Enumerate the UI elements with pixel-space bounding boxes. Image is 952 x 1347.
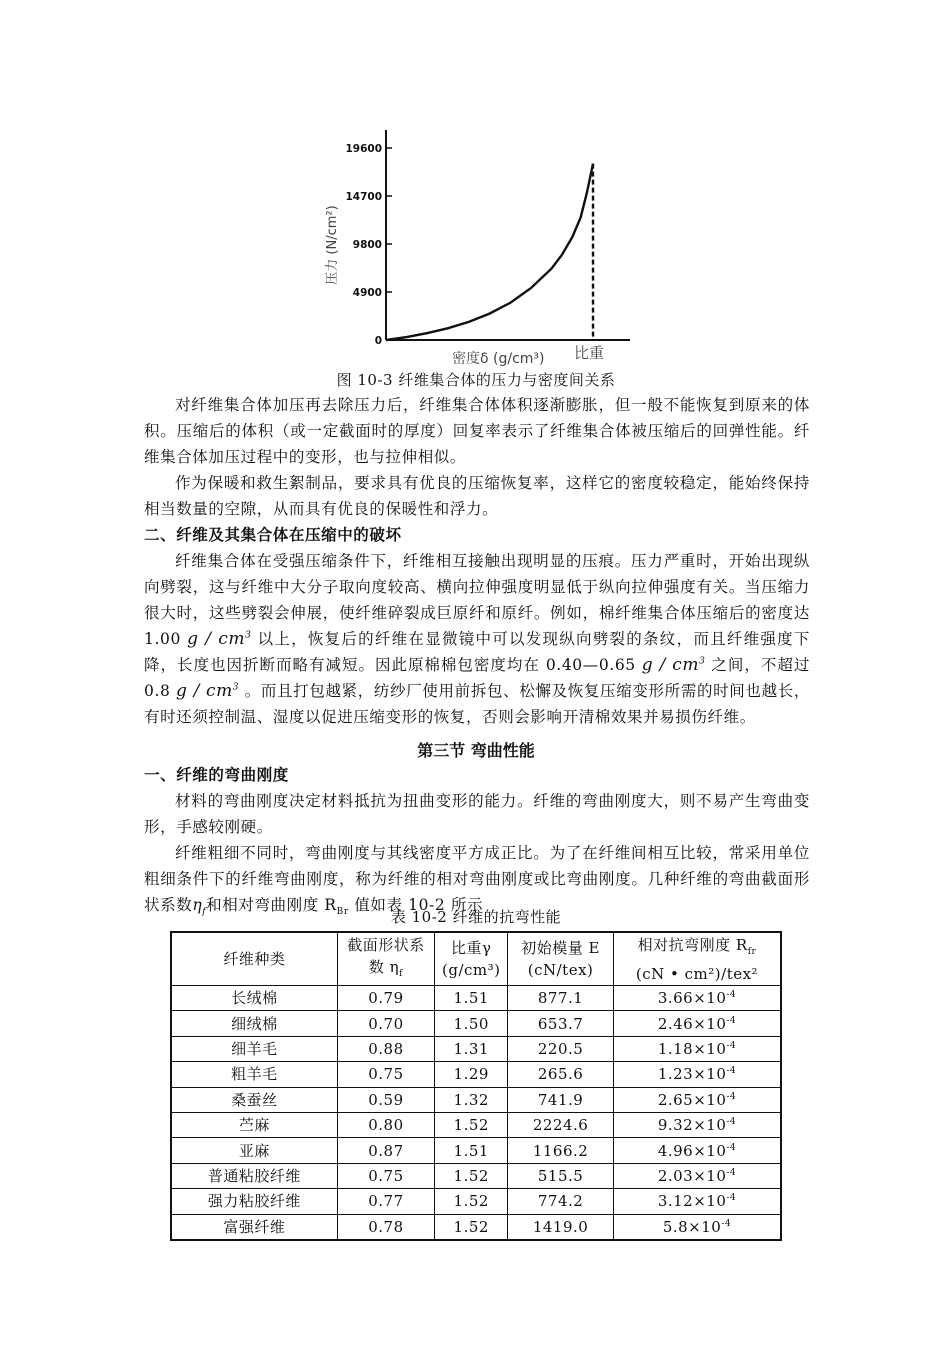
section-title: 第三节 弯曲性能 (417, 741, 535, 760)
y-tick-label: 0 (374, 335, 382, 347)
paragraph-text: 值如表 10-2 所示 (348, 896, 484, 914)
cell-relative-rigidity (613, 1189, 781, 1214)
cell-fiber-type: 长绒棉 (171, 986, 337, 1011)
eta-symbol: η (192, 896, 203, 914)
figure-caption: 图 10-3 纤维集合体的压力与密度间关系 (336, 371, 616, 389)
cell-shape-factor: 0.78 (337, 1214, 435, 1240)
cell-shape-factor: 0.59 (337, 1087, 435, 1112)
table-row (171, 1062, 781, 1087)
rigidity-exponent: -4 (721, 1218, 732, 1229)
cell-specific-gravity: 1.52 (435, 1189, 508, 1214)
cell-fiber-type: 亚麻 (171, 1138, 337, 1163)
header-text: 初始模量 E (521, 939, 600, 957)
rigidity-value: 2.65×10 (657, 1090, 727, 1109)
rigidity-value: 5.8×10 (662, 1217, 722, 1236)
cell-relative-rigidity (613, 1036, 781, 1061)
cell-fiber-type: 桑蚕丝 (171, 1087, 337, 1112)
table-row (171, 1087, 781, 1112)
header-specific-gravity (435, 932, 508, 986)
paragraph-text: 。而且打包越紧，纺纱厂使用前拆包、松懈及恢复压缩变形所需的时间也越长，有时还须控制温、湿度以促进压缩变形的恢复，否则会影响开清棉效果并易损伤纤维。 (144, 682, 810, 726)
table-row (171, 1138, 781, 1163)
table-row (171, 986, 781, 1011)
cell-fiber-type: 粗羊毛 (171, 1062, 337, 1087)
rigidity-value: 9.32×10 (657, 1116, 727, 1135)
eta-subscript: f (202, 907, 207, 918)
cell-initial-modulus: 265.6 (508, 1062, 614, 1087)
rigidity-value: 3.12×10 (657, 1192, 727, 1211)
y-axis-label: 压力 (N/cm²) (325, 205, 340, 285)
rigidity-exponent: -4 (726, 1117, 737, 1128)
rigidity-exponent: -4 (726, 1066, 737, 1077)
cell-relative-rigidity (613, 1138, 781, 1163)
table-row (171, 1163, 781, 1188)
section-heading: 二、纤维及其集合体在压缩中的破坏 (144, 526, 402, 544)
paragraph-text: 纤维粗细不同时，弯曲刚度与其线密度平方成正比。为了在纤维间相互比较，常采用单位粗细条件下的纤维弯曲刚度，称为纤维的相对弯曲刚度或比弯曲刚度。几种纤维的弯曲截面形状系数 (144, 844, 810, 914)
rigidity-exponent: -4 (726, 1142, 737, 1153)
paragraph: 材料的弯曲刚度决定材料抵抗为扭曲变形的能力。纤维的弯曲刚度大，则不易产生弯曲变形，手感较刚硬。 (144, 792, 810, 836)
paragraph-text: 和相对弯曲刚度 R (206, 896, 337, 914)
cell-relative-rigidity (613, 1163, 781, 1188)
paragraph: 对纤维集合体加压再去除压力后，纤维集合体体积逐渐膨胀，但一般不能恢复到原来的体积。压缩后的体积（或一定截面时的厚度）回复率表示了纤维集合体被压缩后的回弹性能。纤维集合体加压过程中的变形，也与拉伸相似。 (144, 396, 810, 466)
table-row (171, 1214, 781, 1240)
cell-initial-modulus: 1166.2 (508, 1138, 614, 1163)
header-fiber-type: 纤维种类 (171, 932, 337, 986)
r-subscript: Br (336, 907, 349, 918)
body-text-block-2 (144, 762, 810, 925)
table-row (171, 1036, 781, 1061)
cell-initial-modulus: 741.9 (508, 1087, 614, 1112)
cell-fiber-type: 普通粘胶纤维 (171, 1163, 337, 1188)
y-tick-label: 14700 (345, 191, 382, 203)
rigidity-exponent: -4 (726, 1015, 737, 1026)
cell-relative-rigidity (613, 1112, 781, 1137)
header-shape-factor (337, 932, 435, 986)
cell-relative-rigidity (613, 1011, 781, 1036)
cell-fiber-type: 细羊毛 (171, 1036, 337, 1061)
rigidity-value: 2.03×10 (657, 1166, 727, 1185)
cell-initial-modulus: 653.7 (508, 1011, 614, 1036)
unit-text: g / cm (641, 655, 700, 675)
rigidity-exponent: -4 (726, 990, 737, 1001)
cell-fiber-type: 富强纤维 (171, 1214, 337, 1240)
cell-specific-gravity: 1.51 (435, 1138, 508, 1163)
header-text: 数 η (368, 957, 400, 976)
table-header-row (171, 932, 781, 986)
density-unit (642, 655, 706, 675)
cell-initial-modulus: 515.5 (508, 1163, 614, 1188)
cell-initial-modulus: 220.5 (508, 1036, 614, 1061)
cell-relative-rigidity (613, 1062, 781, 1087)
paragraph-text: 纤维集合体在受强压缩条件下，纤维相互接触出现明显的压痕。压力严重时，开始出现纵向劈裂，这与纤维中大分子取向度较高、横向拉伸强度明显低于纵向拉伸强度有关。当压缩力很大时，这些劈裂会伸展，使纤维碎裂成巨原纤和原纤。例如，棉纤维集合体压缩后的密度达 1.00 (144, 552, 810, 648)
unit-text: g / cm (176, 681, 233, 701)
paragraph-text: 之间，不超过 0.8 (144, 656, 810, 700)
table-row (171, 1112, 781, 1137)
rigidity-exponent: -4 (726, 1167, 737, 1178)
header-initial-modulus (508, 932, 614, 986)
cell-initial-modulus: 1419.0 (508, 1214, 614, 1240)
cell-specific-gravity: 1.31 (435, 1036, 508, 1061)
unit-exponent: 3 (232, 682, 240, 693)
rigidity-exponent: -4 (726, 1091, 737, 1102)
header-text: 相对抗弯刚度 R (637, 935, 748, 954)
unit-exponent: 3 (699, 656, 706, 667)
header-subscript: fr (747, 946, 757, 957)
header-text: 比重γ (451, 939, 492, 957)
cell-relative-rigidity (613, 986, 781, 1011)
cell-specific-gravity: 1.52 (435, 1112, 508, 1137)
y-tick-label: 19600 (345, 143, 382, 155)
rigidity-value: 1.18×10 (657, 1039, 727, 1058)
density-unit (176, 681, 239, 701)
cell-specific-gravity: 1.52 (435, 1163, 508, 1188)
header-text: (cN • cm²)/tex² (635, 964, 759, 983)
cell-shape-factor: 0.77 (337, 1189, 435, 1214)
cell-shape-factor: 0.87 (337, 1138, 435, 1163)
table-row (171, 1189, 781, 1214)
table-row (171, 1011, 781, 1036)
cell-shape-factor: 0.75 (337, 1163, 435, 1188)
cell-fiber-type: 强力粘胶纤维 (171, 1189, 337, 1214)
header-text: 截面形状系 (347, 935, 425, 954)
cell-specific-gravity: 1.52 (435, 1214, 508, 1240)
series-line (386, 164, 593, 340)
bending-properties-table (170, 931, 782, 1241)
table-body (171, 986, 781, 1240)
rigidity-value: 1.23×10 (657, 1065, 727, 1084)
marker-label: 比重 (574, 344, 605, 362)
header-subscript: f (399, 968, 404, 979)
rigidity-value: 2.46×10 (657, 1014, 727, 1033)
cell-specific-gravity: 1.51 (435, 986, 508, 1011)
cell-initial-modulus: 877.1 (508, 986, 614, 1011)
paragraph: 作为保暖和救生絮制品，要求具有优良的压缩恢复率，这样它的密度较稳定，能始终保持相当数量的空隙，从而具有优良的保暖性和浮力。 (144, 474, 810, 518)
rigidity-value: 4.96×10 (657, 1141, 727, 1160)
header-relative-rigidity (613, 932, 781, 986)
pressure-density-chart (300, 120, 660, 370)
cell-initial-modulus: 2224.6 (508, 1112, 614, 1137)
cell-specific-gravity: 1.29 (435, 1062, 508, 1087)
x-axis-label: 密度δ (g/cm³) (452, 351, 545, 367)
cell-specific-gravity: 1.32 (435, 1087, 508, 1112)
cell-relative-rigidity (613, 1214, 781, 1240)
rigidity-exponent: -4 (726, 1040, 737, 1051)
cell-shape-factor: 0.75 (337, 1062, 435, 1087)
cell-shape-factor: 0.70 (337, 1011, 435, 1036)
cell-fiber-type: 苎麻 (171, 1112, 337, 1137)
cell-shape-factor: 0.88 (337, 1036, 435, 1061)
cell-fiber-type: 细绒棉 (171, 1011, 337, 1036)
density-unit (187, 629, 251, 649)
paragraph-text: 以上，恢复后的纤维在显微镜中可以发现纵向劈裂的条纹，而且纤维强度下降，长度也因折断而略有减短。因此原棉棉包密度均在 0.40—0.65 (144, 630, 810, 674)
paragraph (144, 548, 810, 730)
cell-relative-rigidity (613, 1087, 781, 1112)
body-text-block-1 (144, 392, 810, 730)
rigidity-exponent: -4 (726, 1193, 737, 1204)
cell-specific-gravity: 1.50 (435, 1011, 508, 1036)
y-tick-label: 9800 (352, 239, 382, 251)
rigidity-value: 3.66×10 (657, 989, 727, 1008)
y-tick-label: 4900 (352, 287, 382, 299)
cell-initial-modulus: 774.2 (508, 1189, 614, 1214)
cell-shape-factor: 0.79 (337, 986, 435, 1011)
cell-shape-factor: 0.80 (337, 1112, 435, 1137)
header-text: (cN/tex) (527, 961, 594, 979)
table-caption: 表 10-2 纤维的抗弯性能 (390, 908, 562, 926)
unit-exponent: 3 (245, 630, 252, 641)
unit-text: g / cm (187, 629, 246, 649)
header-text: (g/cm³) (441, 961, 501, 979)
subsection-heading: 一、纤维的弯曲刚度 (144, 766, 289, 784)
